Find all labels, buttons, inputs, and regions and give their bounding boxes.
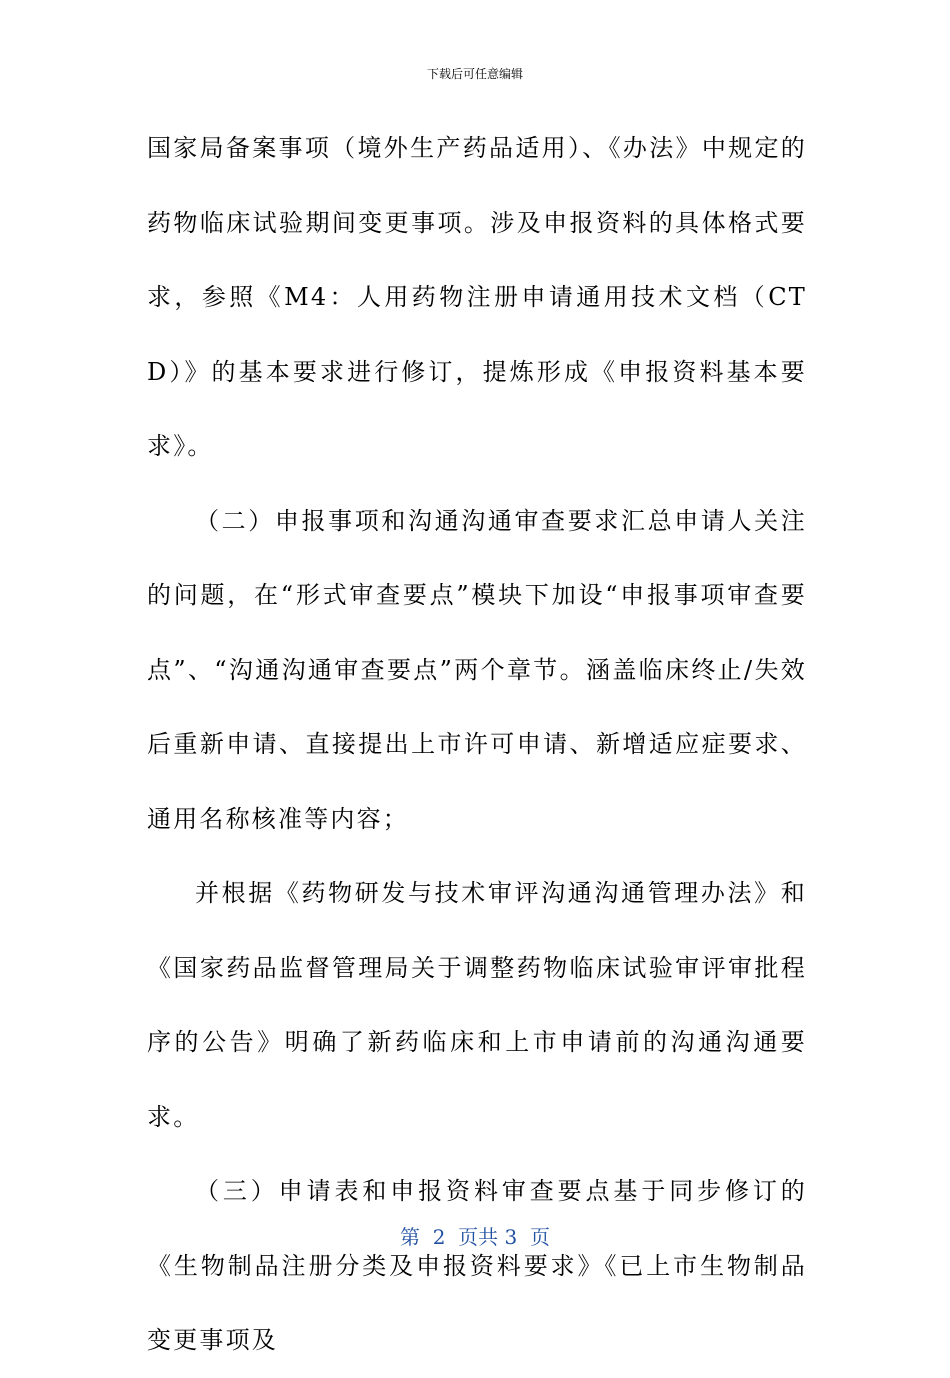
paragraph-2: （二）申报事项和沟通沟通审查要求汇总申请人关注的问题，在“形式审查要点”模块下加设“申报事项审查要点”、“沟通沟通审查要点”两个章节。涵盖临床终止/失效后重新申请、直接提出上市许可申请、新增适应症要求、通用名称核准等内容； <box>147 506 807 833</box>
paragraph-1: 国家局备案事项（境外生产药品适用）、《办法》中规定的药物临床试验期间变更事项。涉及申报资料的具体格式要求，参照《M4：人用药物注册申请通用技术文档（CTD）》的基本要求进行修订，提炼形成《申报资料基本要求》。 <box>147 134 807 460</box>
paragraph-4: （三）申请表和申报资料审查要点基于同步修订的《生物制品注册分类及申报资料要求》《已上市生物制品变更事项及 <box>147 1177 807 1354</box>
document-body <box>147 111 807 1378</box>
paragraph-3: 并根据《药物研发与技术审评沟通沟通管理办法》和《国家药品监督管理局关于调整药物临床试验审评审批程序的公告》明确了新药临床和上市申请前的沟通沟通要求。 <box>147 879 807 1131</box>
page-number-footer: 第 2 页共 3 页 <box>400 1225 550 1249</box>
page-header: 下载后可任意编辑 <box>426 67 523 81</box>
